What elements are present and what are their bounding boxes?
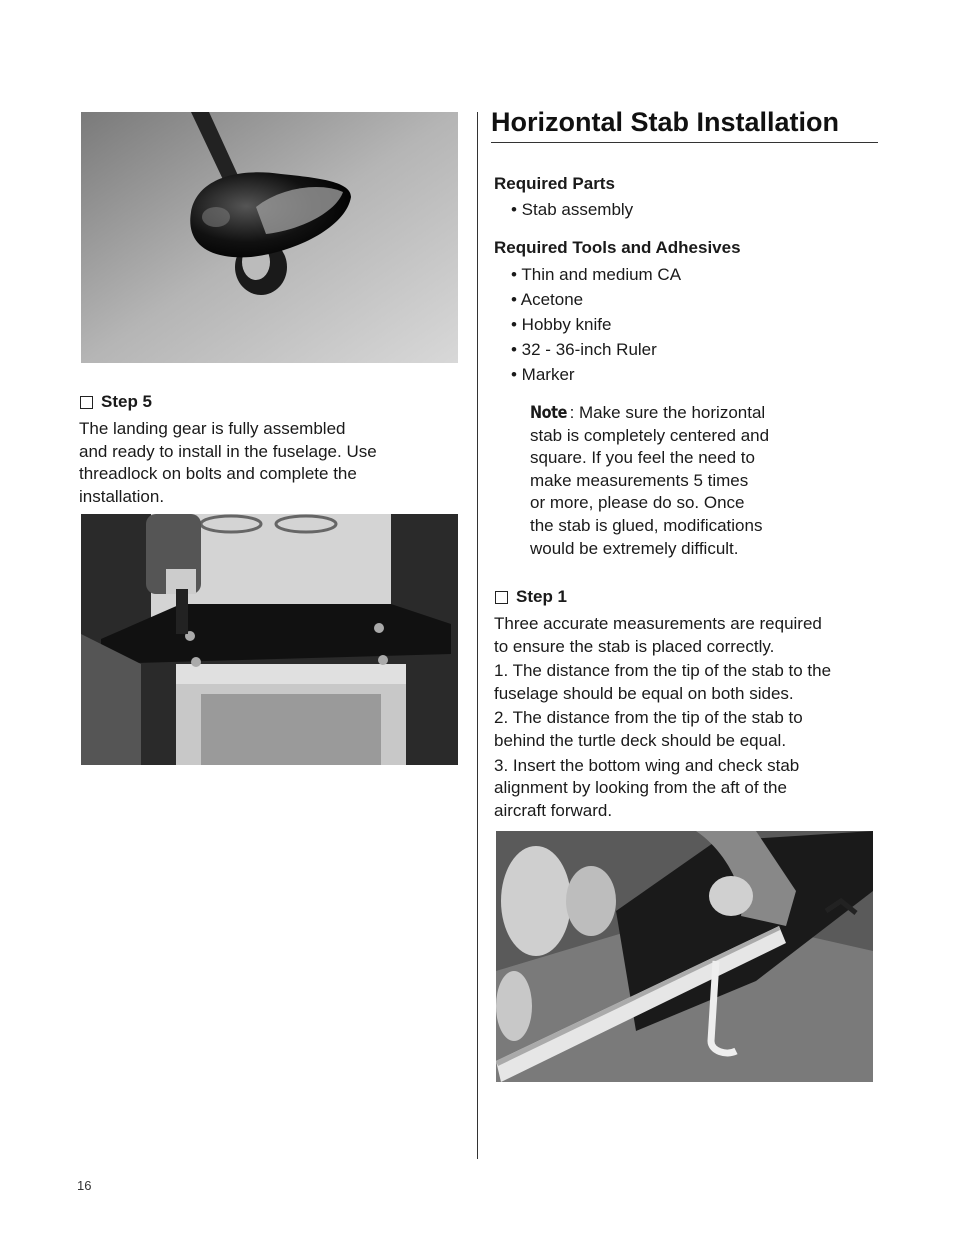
note-line: the stab is glued, modifications [530, 515, 763, 535]
required-parts-heading: Required Parts [494, 174, 615, 193]
step-1-checkbox[interactable] [495, 591, 508, 604]
step-5-line: installation. [79, 486, 165, 506]
note-line: stab is completely centered and [530, 425, 770, 445]
fuselage-install-photo [81, 514, 458, 765]
step-1-line: 3. Insert the bottom wing and check stab [494, 755, 800, 775]
list-item: • Thin and medium CA [511, 265, 682, 284]
note-block [530, 402, 830, 560]
required-tools-list [511, 262, 681, 387]
step-5-checkbox[interactable] [80, 396, 93, 409]
list-item: • Hobby knife [511, 315, 612, 334]
landing-gear-photo [81, 112, 458, 363]
step-1-line: fuselage should be equal on both sides. [494, 683, 794, 703]
note-line: : Make sure the horizontal [569, 403, 766, 422]
step-1-line: aircraft forward. [494, 800, 613, 820]
step-5-heading [80, 392, 152, 412]
note-line: or more, please do so. Once [530, 493, 745, 513]
note-line: make measurements 5 times [530, 470, 749, 490]
step-1-line: behind the turtle deck should be equal. [494, 730, 787, 750]
step-1-line: 1. The distance from the tip of the stab to the [494, 661, 832, 681]
step-1-line: 2. The distance from the tip of the stab to [494, 708, 803, 728]
step-5-label: Step 5 [101, 392, 153, 411]
step-1-line: Three accurate measurements are required [494, 614, 822, 633]
step-5-text [79, 418, 469, 508]
required-tools-heading: Required Tools and Adhesives [494, 238, 741, 257]
note-line: would be extremely difficult. [530, 538, 739, 558]
step-1-label: Step 1 [516, 587, 568, 606]
step-5-line: threadlock on bolts and complete the [79, 464, 357, 484]
ruler-measurement-photo [496, 831, 873, 1082]
page-title: Horizontal Stab Installation [491, 107, 840, 137]
list-item: • Acetone [511, 290, 584, 309]
page-number: 16 [77, 1178, 92, 1193]
column-divider [477, 112, 478, 1159]
step-5-line: and ready to install in the fuselage. Use [79, 441, 377, 461]
list-item: • Stab assembly [511, 200, 634, 219]
step-1-line: to ensure the stab is placed correctly. [494, 636, 775, 656]
required-parts-list [511, 197, 633, 222]
note-label: Note [530, 403, 568, 423]
list-item: • Marker [511, 365, 575, 384]
list-item: • 32 - 36-inch Ruler [511, 340, 657, 359]
step-5-line: The landing gear is fully assembled [79, 419, 346, 438]
step-1-text [494, 613, 878, 822]
note-line: square. If you feel the need to [530, 448, 755, 468]
title-underline [491, 142, 878, 143]
step-1-heading [495, 587, 567, 607]
step-1-line: alignment by looking from the aft of the [494, 778, 787, 798]
